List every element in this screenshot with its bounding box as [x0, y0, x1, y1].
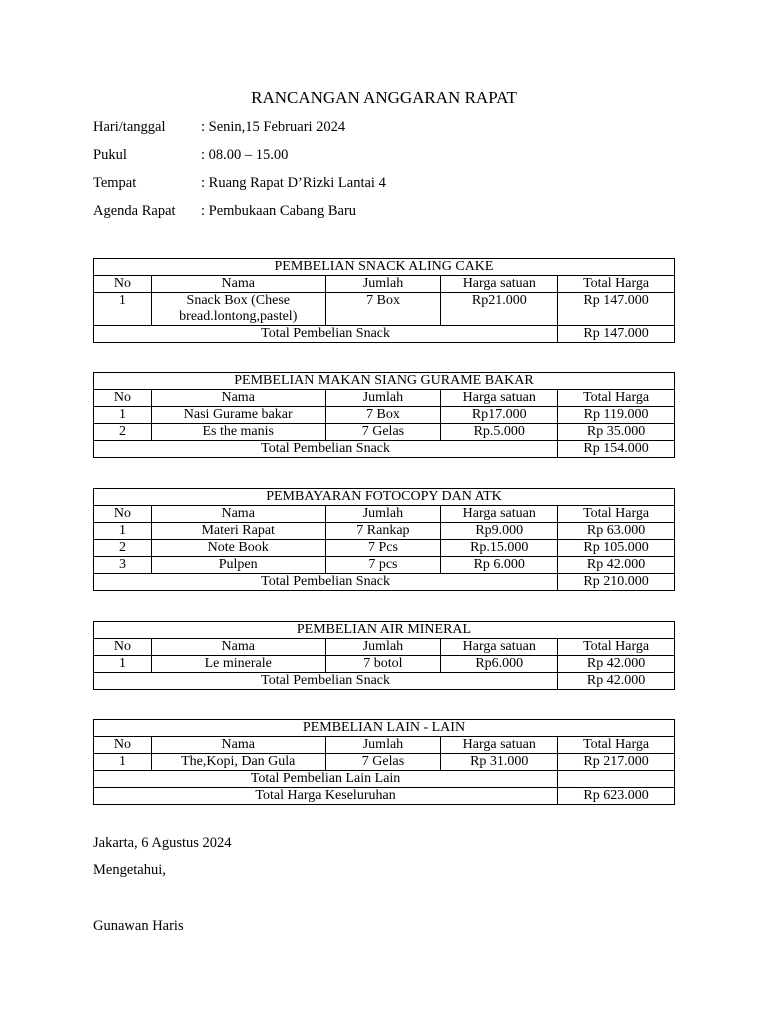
cell-harga: Rp.15.000	[441, 540, 558, 557]
footer-label: Total Pembelian Lain Lain	[94, 771, 558, 788]
table-row	[94, 754, 675, 771]
header-no: No	[94, 737, 152, 754]
cell-harga: Rp6.000	[441, 656, 558, 673]
footer-label: Total Pembelian Snack	[94, 673, 558, 690]
table-row	[94, 424, 675, 441]
footer-value: Rp 147.000	[558, 326, 675, 343]
header-harga: Harga satuan	[441, 737, 558, 754]
cell-no: 1	[94, 656, 152, 673]
cell-total: Rp 105.000	[558, 540, 675, 557]
cell-jumlah: 7 Gelas	[325, 754, 441, 771]
cell-nama: Note Book	[151, 540, 325, 557]
footer-label: Total Pembelian Snack	[94, 441, 558, 458]
header-harga: Harga satuan	[441, 390, 558, 407]
footer-label: Total Pembelian Snack	[94, 574, 558, 591]
cell-no: 1	[94, 407, 152, 424]
cell-total: Rp 42.000	[558, 557, 675, 574]
table-title: PEMBAYARAN FOTOCOPY DAN ATK	[94, 489, 675, 506]
header-total: Total Harga	[558, 276, 675, 293]
info-label: Tempat	[93, 175, 137, 191]
table-row	[94, 540, 675, 557]
info-value: : Pembukaan Cabang Baru	[201, 203, 357, 219]
table-other	[93, 719, 675, 805]
table-header-row	[94, 390, 675, 407]
cell-no: 2	[94, 540, 152, 557]
table-title: PEMBELIAN SNACK ALING CAKE	[94, 259, 675, 276]
table-row	[94, 557, 675, 574]
cell-jumlah: 7 botol	[325, 656, 441, 673]
table-footer-row	[94, 574, 675, 591]
header-nama: Nama	[151, 506, 325, 523]
footer-value: Rp 210.000	[558, 574, 675, 591]
table-header-row	[94, 276, 675, 293]
header-no: No	[94, 639, 152, 656]
cell-harga: Rp 31.000	[441, 754, 558, 771]
cell-jumlah: 7 pcs	[325, 557, 441, 574]
header-no: No	[94, 506, 152, 523]
cell-total: Rp 147.000	[558, 293, 675, 326]
cell-jumlah: 7 Box	[325, 407, 441, 424]
place-date: Jakarta, 6 Agustus 2024	[93, 835, 232, 851]
header-jumlah: Jumlah	[325, 390, 441, 407]
footer-value: Rp 42.000	[558, 673, 675, 690]
header-harga: Harga satuan	[441, 639, 558, 656]
cell-jumlah: 7 Rankap	[325, 523, 441, 540]
header-nama: Nama	[151, 390, 325, 407]
grand-total-label: Total Harga Keseluruhan	[94, 788, 558, 805]
table-row	[94, 523, 675, 540]
info-label: Agenda Rapat	[93, 203, 176, 219]
info-label: Hari/tanggal	[93, 119, 166, 135]
cell-harga: Rp.5.000	[441, 424, 558, 441]
cell-no: 1	[94, 293, 152, 326]
cell-nama: Es the manis	[151, 424, 325, 441]
table-lunch	[93, 372, 675, 458]
cell-no: 1	[94, 523, 152, 540]
table-atk	[93, 488, 675, 591]
cell-jumlah: 7 Pcs	[325, 540, 441, 557]
info-value: : 08.00 – 15.00	[201, 147, 289, 163]
header-harga: Harga satuan	[441, 276, 558, 293]
cell-total: Rp 119.000	[558, 407, 675, 424]
cell-total: Rp 217.000	[558, 754, 675, 771]
footer-value	[558, 771, 675, 788]
header-total: Total Harga	[558, 737, 675, 754]
header-jumlah: Jumlah	[325, 506, 441, 523]
header-no: No	[94, 276, 152, 293]
table-snack	[93, 258, 675, 343]
info-label: Pukul	[93, 147, 127, 163]
cell-no: 2	[94, 424, 152, 441]
page-title: RANCANGAN ANGGARAN RAPAT	[251, 88, 517, 107]
cell-harga: Rp21.000	[441, 293, 558, 326]
header-nama: Nama	[151, 276, 325, 293]
cell-jumlah: 7 Box	[325, 293, 441, 326]
cell-nama: Nasi Gurame bakar	[151, 407, 325, 424]
table-header-row	[94, 737, 675, 754]
info-row-agenda	[93, 203, 356, 220]
table-title: PEMBELIAN MAKAN SIANG GURAME BAKAR	[94, 373, 675, 390]
acknowledge-text: Mengetahui,	[93, 862, 166, 878]
cell-no: 1	[94, 754, 152, 771]
table-water	[93, 621, 675, 690]
table-row	[94, 656, 675, 673]
cell-total: Rp 63.000	[558, 523, 675, 540]
table-row	[94, 407, 675, 424]
info-value: : Senin,15 Februari 2024	[201, 119, 346, 135]
table-title: PEMBELIAN AIR MINERAL	[94, 622, 675, 639]
table-header-row	[94, 639, 675, 656]
cell-nama: Materi Rapat	[151, 523, 325, 540]
table-footer-row	[94, 441, 675, 458]
footer-label: Total Pembelian Snack	[94, 326, 558, 343]
info-row-time	[93, 147, 288, 164]
info-row-place	[93, 175, 386, 192]
table-header-row	[94, 506, 675, 523]
cell-harga: Rp17.000	[441, 407, 558, 424]
signer-name: Gunawan Haris	[93, 918, 184, 934]
header-no: No	[94, 390, 152, 407]
header-jumlah: Jumlah	[325, 737, 441, 754]
cell-jumlah: 7 Gelas	[325, 424, 441, 441]
info-value: : Ruang Rapat D’Rizki Lantai 4	[201, 175, 386, 191]
table-footer-row	[94, 673, 675, 690]
header-harga: Harga satuan	[441, 506, 558, 523]
cell-nama: The,Kopi, Dan Gula	[151, 754, 325, 771]
header-nama: Nama	[151, 737, 325, 754]
cell-no: 3	[94, 557, 152, 574]
footer-value: Rp 154.000	[558, 441, 675, 458]
cell-nama: Pulpen	[151, 557, 325, 574]
cell-nama: Snack Box (Chese bread.lontong,pastel)	[151, 293, 325, 326]
table-footer-row	[94, 771, 675, 788]
header-total: Total Harga	[558, 639, 675, 656]
info-row-date	[93, 119, 345, 136]
grand-total-row	[94, 788, 675, 805]
cell-harga: Rp 6.000	[441, 557, 558, 574]
cell-nama: Le minerale	[151, 656, 325, 673]
cell-total: Rp 42.000	[558, 656, 675, 673]
cell-harga: Rp9.000	[441, 523, 558, 540]
grand-total-value: Rp 623.000	[558, 788, 675, 805]
table-title: PEMBELIAN LAIN - LAIN	[94, 720, 675, 737]
header-jumlah: Jumlah	[325, 639, 441, 656]
header-total: Total Harga	[558, 506, 675, 523]
header-jumlah: Jumlah	[325, 276, 441, 293]
header-total: Total Harga	[558, 390, 675, 407]
table-row	[94, 293, 675, 326]
table-footer-row	[94, 326, 675, 343]
header-nama: Nama	[151, 639, 325, 656]
cell-total: Rp 35.000	[558, 424, 675, 441]
